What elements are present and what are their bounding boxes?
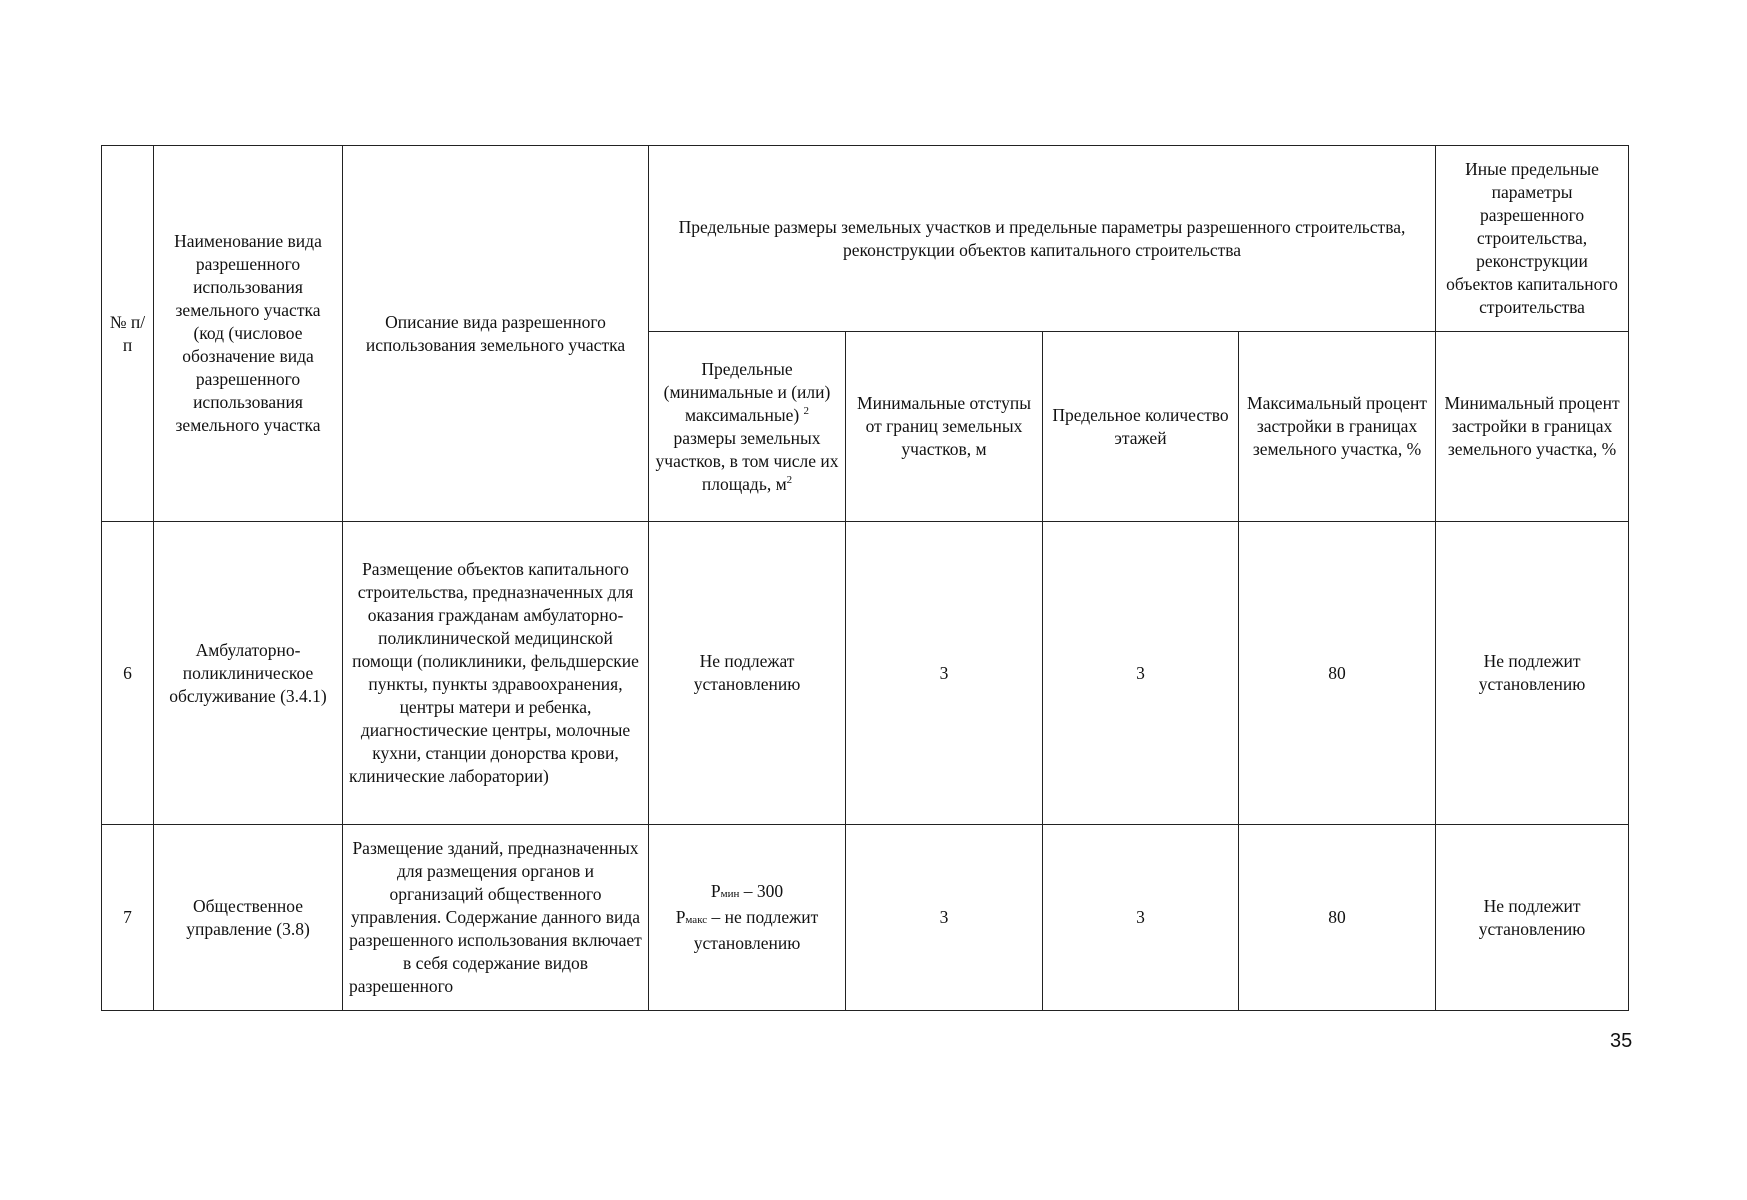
- row-name: Амбулаторно-поликлиническое обслуживание (3.4.1): [154, 522, 343, 825]
- table-row: [102, 825, 1629, 1011]
- row-description: Размещение зданий, предназначенных для размещения органов и организаций общественного управления. Содержание данного вида разрешенного использования включает в себя содержание видов разрешенного: [343, 825, 649, 1011]
- row-name: Общественное управление (3.8): [154, 825, 343, 1011]
- header-min-percent: Минимальный процент застройки в границах земельного участка, %: [1436, 332, 1629, 522]
- row-setbacks: 3: [846, 825, 1043, 1011]
- row-max-percent: 80: [1239, 522, 1436, 825]
- header-setbacks: Минимальные отступы от границ земельных участков, м: [846, 332, 1043, 522]
- page-number: 35: [1610, 1030, 1633, 1052]
- row-floors: 3: [1043, 522, 1239, 825]
- header-group-limits: Предельные размеры земельных участков и предельные параметры разрешенного строительства, реконструкции объектов капитального строительства: [649, 146, 1436, 332]
- header-row-1: [102, 146, 1629, 332]
- row-sizes: [649, 825, 846, 1011]
- regulations-table: [101, 145, 1629, 1011]
- row-min-percent: Не подлежит установлению: [1436, 825, 1629, 1011]
- header-name: Наименование вида разрешенного использования земельного участка (код (числовое обозначение вида разрешенного использования земельного участка: [154, 146, 343, 522]
- row-num: 6: [102, 522, 154, 825]
- row-setbacks: 3: [846, 522, 1043, 825]
- header-sizes: Предельные (минимальные и (или) максимальные) $^2$ размеры земельных участков, в том числе их площадь, $м^2$: [649, 332, 846, 522]
- header-description: Описание вида разрешенного использования земельного участка: [343, 146, 649, 522]
- header-other: Иные предельные параметры разрешенного строительства, реконструкции объектов капитального строительства: [1436, 146, 1629, 332]
- table-row: [102, 522, 1629, 825]
- row-sizes: Не подлежат установлению: [649, 522, 846, 825]
- row-max-percent: 80: [1239, 825, 1436, 1011]
- sizes-max-line: Рмакс – не подлежит установлению: [675, 907, 819, 953]
- row-description: Размещение объектов капитального строительства, предназначенных для оказания гражданам амбулаторно-поликлинической медицинской помощи (поликлиники, фельдшерские пункты, пункты здравоохранения, центры матери и ребенка, диагностические центры, молочные кухни, станции донорства крови, клинические лаборатории): [343, 522, 649, 825]
- row-min-percent: Не подлежит установлению: [1436, 522, 1629, 825]
- header-floors: Предельное количество этажей: [1043, 332, 1239, 522]
- row-floors: 3: [1043, 825, 1239, 1011]
- sizes-min-line: Рмин – 300: [710, 881, 784, 901]
- header-max-percent: Максимальный процент застройки в границах земельного участка, %: [1239, 332, 1436, 522]
- header-num: № п/п: [102, 146, 154, 522]
- row-num: 7: [102, 825, 154, 1011]
